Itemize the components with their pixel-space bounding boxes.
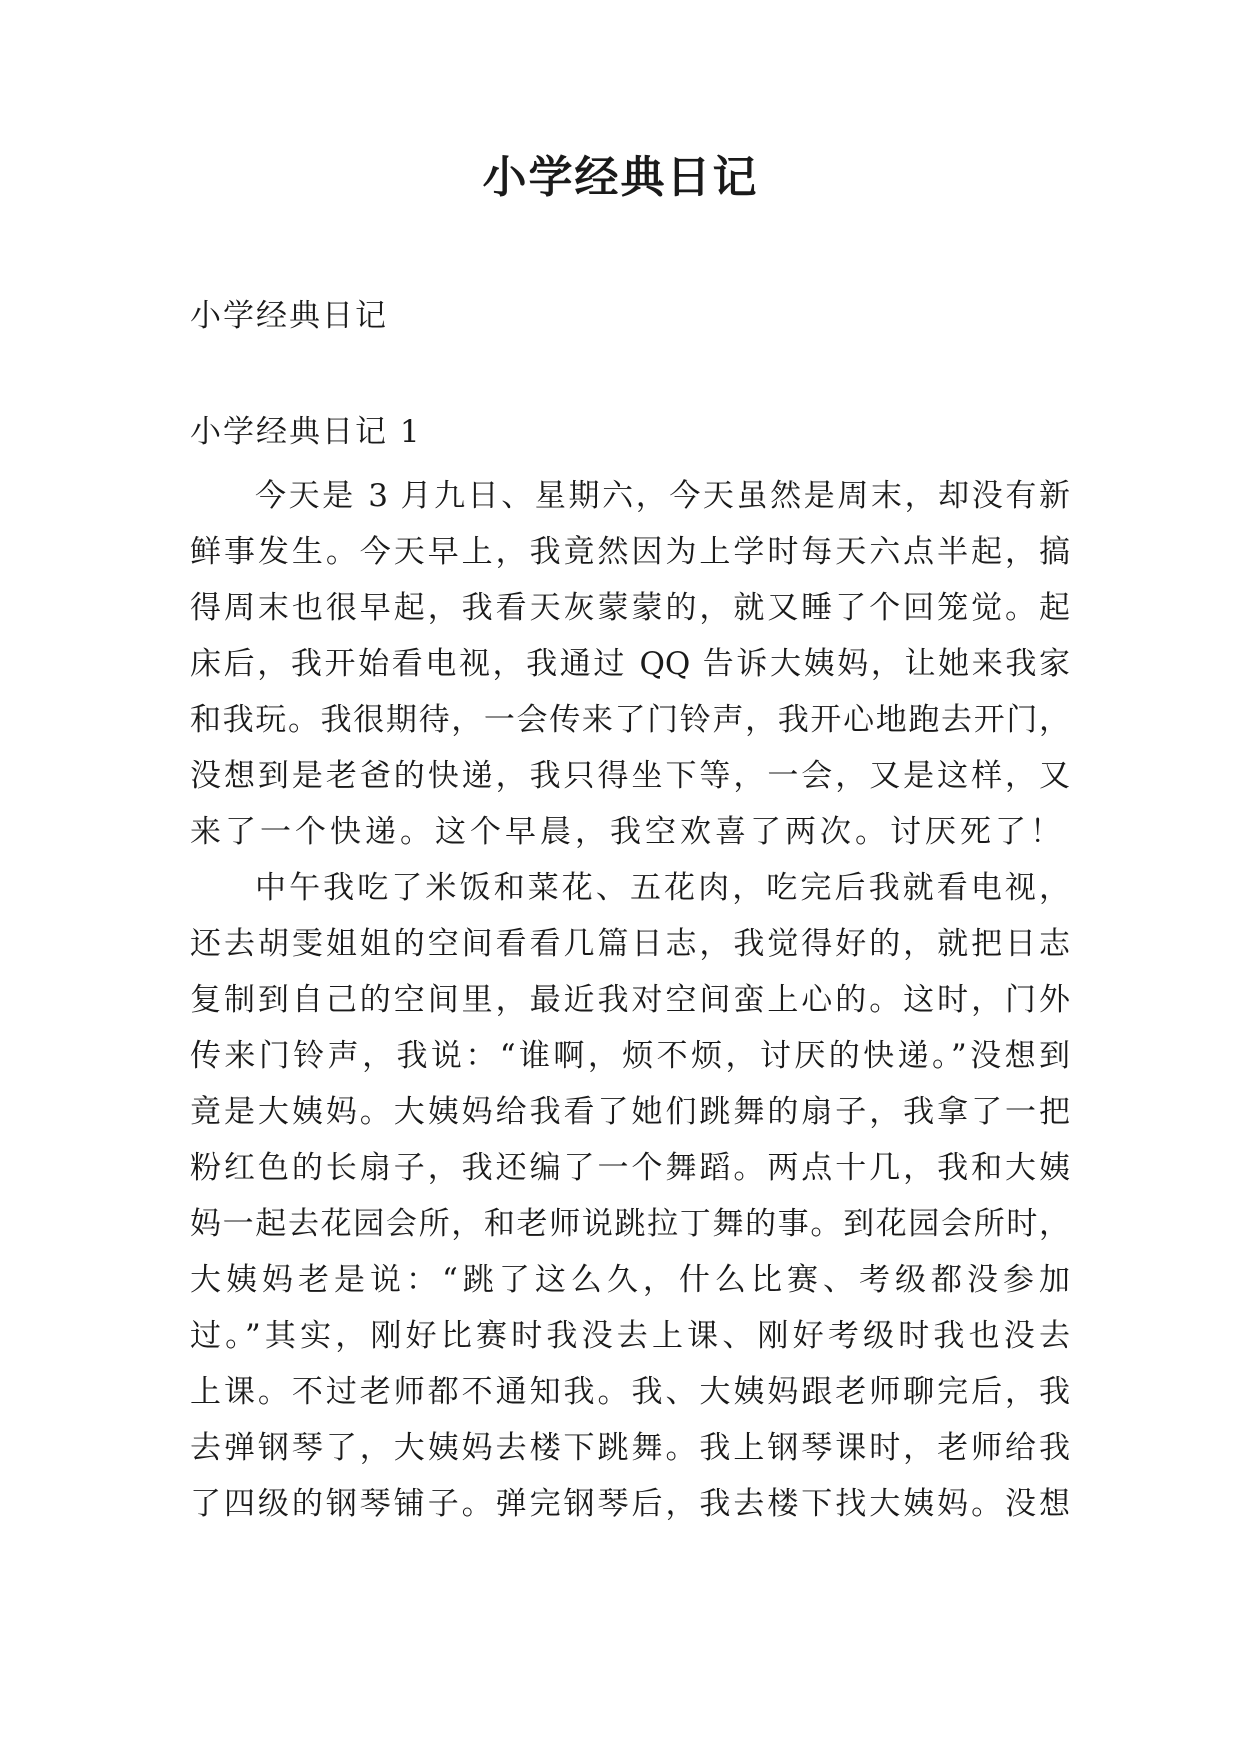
- body-line: 床后，我开始看电视，我通过 QQ 告诉大姨妈，让她来我家: [190, 646, 1070, 682]
- body-line: 大姨妈老是说：“跳了这么久，什么比赛、考级都没参加: [190, 1262, 1070, 1298]
- document-title: 小学经典日记: [482, 152, 759, 203]
- document-subtitle: 小学经典日记: [190, 298, 388, 334]
- body-line: 妈一起去花园会所，和老师说跳拉丁舞的事。到花园会所时，: [190, 1206, 1070, 1242]
- body-line: 上课。不过老师都不通知我。我、大姨妈跟老师聊完后，我: [190, 1374, 1070, 1410]
- entry-heading: 小学经典日记 1: [190, 414, 422, 450]
- body-line: 粉红色的长扇子，我还编了一个舞蹈。两点十几，我和大姨: [190, 1150, 1070, 1186]
- body-line: 没想到是老爸的快递，我只得坐下等，一会，又是这样，又: [190, 758, 1070, 794]
- body-line: 来了一个快递。这个早晨，我空欢喜了两次。讨厌死了！: [190, 814, 1065, 850]
- body-line: 今天是 3 月九日、星期六，今天虽然是周末，却没有新: [255, 478, 1070, 514]
- body-line: 中午我吃了米饭和菜花、五花肉，吃完后我就看电视，: [255, 870, 1070, 906]
- body-line: 得周末也很早起，我看天灰蒙蒙的，就又睡了个回笼觉。起: [190, 590, 1070, 626]
- body-line: 复制到自己的空间里，最近我对空间蛮上心的。这时，门外: [190, 982, 1070, 1018]
- body-line: 去弹钢琴了，大姨妈去楼下跳舞。我上钢琴课时，老师给我: [190, 1430, 1070, 1466]
- body-line: 传来门铃声，我说：“谁啊，烦不烦，讨厌的快递。”没想到: [190, 1038, 1070, 1074]
- body-line: 了四级的钢琴铺子。弹完钢琴后，我去楼下找大姨妈。没想: [190, 1486, 1070, 1522]
- body-line: 还去胡雯姐姐的空间看看几篇日志，我觉得好的，就把日志: [190, 926, 1070, 962]
- body-line: 鲜事发生。今天早上，我竟然因为上学时每天六点半起，搞: [190, 534, 1070, 570]
- body-line: 竟是大姨妈。大姨妈给我看了她们跳舞的扇子，我拿了一把: [190, 1094, 1070, 1130]
- body-line: 和我玩。我很期待，一会传来了门铃声，我开心地跑去开门，: [190, 702, 1070, 738]
- body-line: 过。”其实，刚好比赛时我没去上课、刚好考级时我也没去: [190, 1318, 1070, 1354]
